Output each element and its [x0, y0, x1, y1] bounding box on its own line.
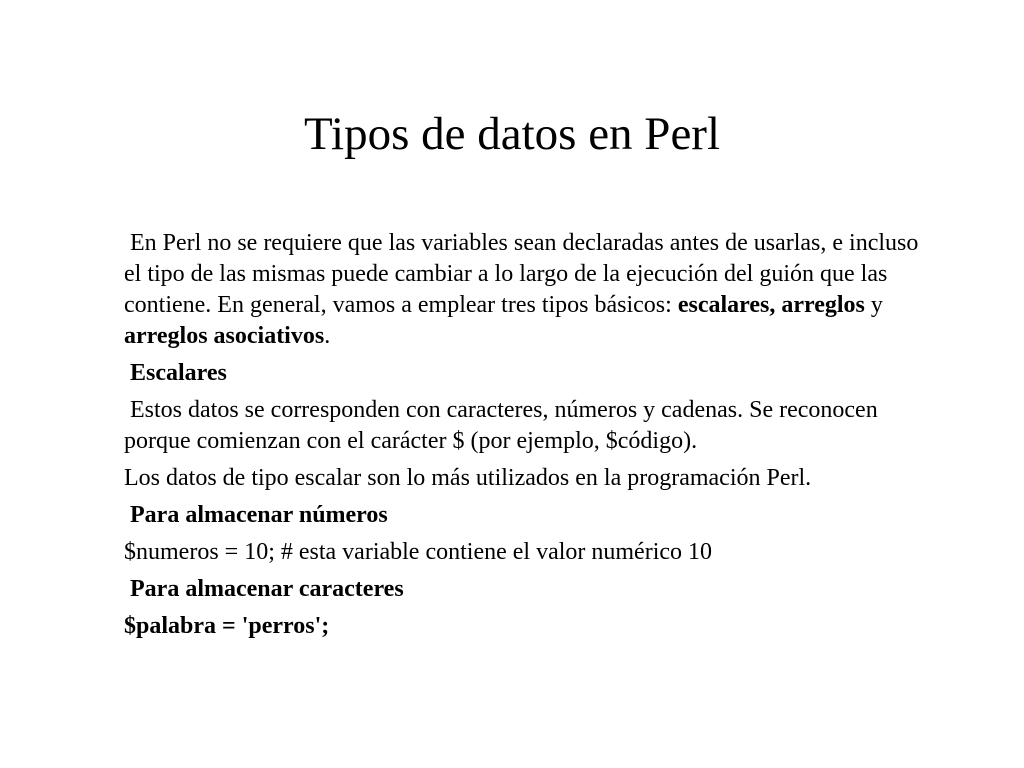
slide-title: Tipos de datos en Perl: [303, 108, 721, 160]
intro-bold-arreglos-asociativos: arreglos asociativos: [124, 323, 325, 349]
slide-body: [124, 228, 944, 648]
code-numeros: $numeros = 10; # esta variable contiene el valor numérico 10: [124, 539, 713, 565]
heading-almacenar-caracteres: Para almacenar caracteres: [130, 576, 404, 602]
intro-text: En Perl no se requiere que las variables sean declaradas antes de usarlas, e incluso el tipo de las mismas puede cambiar a lo largo de la ejecución del guión que las contiene. En general, vamos a emplear tres tipos básicos:: [124, 230, 919, 318]
escalares-note: Los datos de tipo escalar son lo más utilizados en la programación Perl.: [124, 465, 812, 491]
intro-bold-escalares-arreglos: escalares, arreglos: [677, 292, 865, 318]
intro-paragraph: [124, 228, 934, 352]
heading-almacenar-numeros: Para almacenar números: [130, 502, 388, 528]
code-caracteres: $palabra = 'perros';: [124, 613, 330, 639]
heading-escalares: Escalares: [130, 360, 227, 386]
intro-connector: y: [864, 292, 883, 318]
intro-period: .: [324, 323, 331, 349]
escalares-description: Estos datos se corresponden con caracteres, números y cadenas. Se reconocen porque comienzan con el carácter $ (por ejemplo, $código).: [124, 397, 878, 454]
